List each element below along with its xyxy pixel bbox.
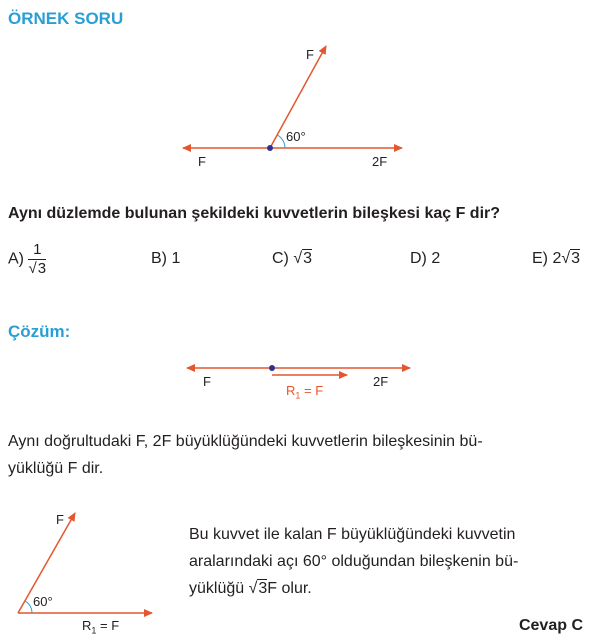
option-a: [8, 241, 46, 278]
paragraph-2-line-1: Bu kuvvet ile kalan F büyüklüğündeki kuvvetin: [189, 526, 516, 543]
question-text: Aynı düzlemde bulunan şekildeki kuvvetlerin bileşkesi kaç F dir?: [8, 205, 501, 222]
label-F-top: F: [306, 47, 314, 62]
sqrt-symbol: √: [248, 580, 258, 597]
label-2F: 2F: [372, 154, 388, 169]
angle-arc-1: [277, 135, 285, 148]
option-a-numerator: 1: [28, 241, 46, 260]
paragraph-1: [8, 428, 588, 482]
label-angle-60-3: 60°: [33, 594, 53, 609]
option-e-letter: E) 2: [532, 250, 562, 267]
example-heading: ÖRNEK SORU: [8, 9, 124, 28]
option-e: [532, 250, 580, 268]
line3-post: F olur.: [267, 580, 312, 597]
solution-heading: Çözüm:: [8, 322, 71, 341]
radicand: 3: [258, 580, 268, 597]
radicand: 3: [571, 250, 581, 267]
label-R1-3: [82, 618, 119, 636]
radicand: 3: [303, 250, 313, 267]
option-a-letter: A): [8, 250, 24, 268]
paragraph-2: [189, 521, 589, 602]
label-R1-2: [286, 383, 323, 401]
option-c: [272, 250, 312, 268]
option-c-letter: C): [272, 250, 294, 267]
label-R-eq: = F: [300, 383, 324, 398]
paragraph-1-line-1: Aynı doğrultudaki F, 2F büyüklüğündeki kuvvetlerin bileşkesinin bü-: [8, 433, 483, 450]
label-R: R: [286, 383, 296, 398]
paragraph-2-line-3: [189, 575, 589, 602]
label-F-left: F: [198, 154, 206, 169]
paragraph-1-line-2: yüklüğü F dir.: [8, 460, 104, 477]
line3-pre: yüklüğü: [189, 580, 249, 597]
label-F-2: F: [203, 374, 211, 389]
option-b: B) 1: [151, 250, 181, 267]
label-R: R: [82, 618, 92, 633]
option-a-fraction: [28, 241, 46, 278]
answer-label: Cevap C: [518, 617, 583, 634]
sqrt-symbol: √: [28, 260, 37, 277]
label-angle-60: 60°: [286, 129, 306, 144]
label-F-3: F: [56, 512, 64, 527]
angle-arc-3: [25, 601, 32, 613]
radicand: 3: [37, 260, 47, 277]
origin-point-1: [267, 145, 273, 151]
paragraph-2-line-2: aralarındaki açı 60° olduğundan bileşkenin bü-: [189, 553, 519, 570]
sqrt-symbol: √: [293, 250, 303, 267]
option-d: D) 2: [410, 250, 441, 267]
label-R-eq: = F: [96, 618, 120, 633]
option-a-denominator: [28, 260, 46, 278]
sqrt-symbol: √: [561, 250, 571, 267]
label-2F-2: 2F: [373, 374, 389, 389]
origin-point-2: [269, 365, 275, 371]
label-R-sub: 1: [91, 625, 97, 636]
label-R-sub: 1: [295, 390, 301, 401]
